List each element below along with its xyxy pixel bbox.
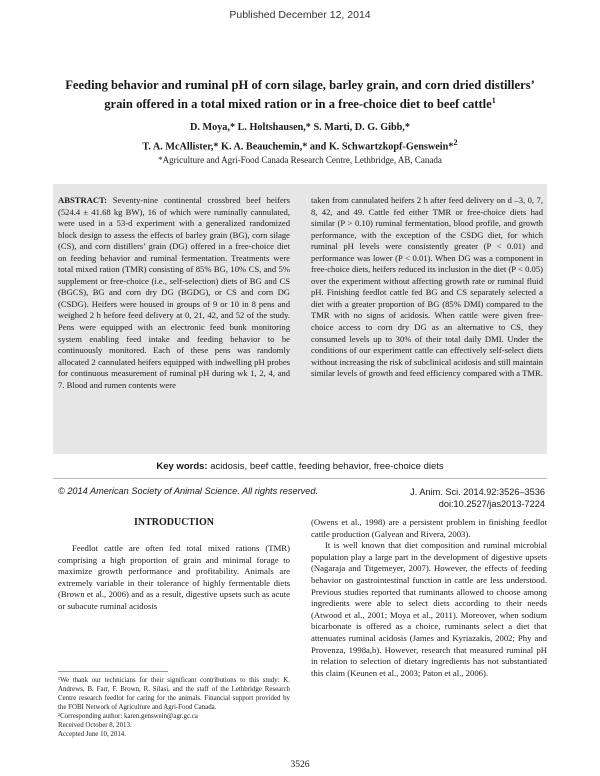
received-date: Received October 8, 2013.	[58, 722, 132, 729]
authors-line-1: D. Moya,* L. Holtshausen,* S. Marti, D. G. Gibb,*	[190, 122, 410, 133]
journal-reference	[410, 486, 545, 510]
copyright: © 2014 American Society of Animal Science. All rights reserved.	[58, 486, 319, 496]
introduction-left-column	[58, 543, 290, 613]
abstract-label: ABSTRACT:	[58, 195, 108, 205]
intro-paragraph-1-cont: (Owens et al., 1998) are a persistent problem in finishing feedlot cattle production (Galyean and Rivera, 2003).	[311, 517, 547, 539]
title-footnote-mark: 1	[491, 96, 496, 105]
authors-line-2	[60, 135, 540, 154]
journal-citation: J. Anim. Sci. 2014.92:3526–3536	[410, 487, 545, 497]
keywords-text: acidosis, beef cattle, feeding behavior, free-choice diets	[207, 461, 444, 472]
intro-paragraph-1: Feedlot cattle are often fed total mixed rations (TMR) comprising a high proportion of grain and minimal forage to maximize growth performance and profitability. Animals are extremely variable in their tolerance of highly fermentable diets (Brown et al., 2006) and as a result, digestive upsets such as acute or subacute ruminal acidosis	[58, 543, 290, 611]
footnote-2: ²Corresponding author: karen.genswein@agr.gc.ca	[58, 713, 198, 720]
abstract-text-left: Seventy-nine continental crossbred beef heifers (524.4 ± 41.68 kg BW), 16 of which were ruminally cannulated, were used in a 53-d experiment with a generalized randomized block design to assess the effects of barley grain (BG), corn silage (CS), and corn distillers’ grain (DG) offered in a free-choice diet on feeding behavior and ruminal fermentation. Treatments were total mixed ration (TMR) consisting of 85% BG, 10% CS, and 5% supplement or free-choice (i.e., self-selection) diets of BG and CS (BGCS), BG and corn dry DG (BGDG), or CS and corn DG (CSDG). Heifers were housed in groups of 9 or 10 in 8 pens and weighed 2 h before feed delivery at 0, 21, 42, and 52 of the study. Pens were equipped with an electronic feed bunk monitoring system enabling feed intake and feeding behavior to be continuously monitored. Each of these pens was randomly allocated 2 cannulated heifers equipped with indwelling pH probes for continuous measurement of ruminal pH during wk 1, 2, 4, and 7. Blood and rumen contents were	[58, 195, 290, 390]
corresponding-mark: 2	[453, 137, 458, 147]
author-list	[60, 121, 540, 154]
page-number: 3526	[290, 760, 310, 770]
footnote-1: ¹We thank our technicians for their significant contributions to this study: K. Andrews, B. Farr, F. Brown, R. Silasi, and the staff of the Lethbridge Research Centre research feedlot for caring for the animals. Financial support provided by the FOBI Network of Agriculture and Agri-Food Canada.	[58, 677, 290, 711]
divider	[53, 478, 547, 479]
published-date: Published December 12, 2014	[229, 9, 371, 21]
introduction-heading: INTRODUCTION	[133, 517, 214, 528]
abstract-right-column: taken from cannulated heifers 2 h after feed delivery on d –3, 0, 7, 8, 42, and 49. Cattle fed either TMR or free-choice diets had similar (P > 0.10) ruminal fermentation, blood profile, and growth performance, with the exception of the CSDG diet, for which ruminal pH levels were consistently greater (P < 0.01) and performance was lower (P < 0.01). When DG was a component in free-choice diets, heifers reduced its inclusion in the diet (P < 0.05) over the experiment without affecting growth rate or ruminal fluid pH. Finishing feedlot cattle fed BG and CS separately selected a diet with a greater proportion of BG (85% DMI) compared to the TMR with no signs of acidosis. When cattle were given free-choice access to corn dry DG as an alternative to CS, they consumed levels up to 30% of their total daily DMI. Under the conditions of our experiment cattle can effectively self-select diets without increasing the risk of subclinical acidosis and still maintain similar levels of growth and feed efficiency compared with a TMR.	[311, 195, 543, 379]
intro-paragraph-2: It is well known that diet composition and ruminal microbial population play a large part in the development of digestive upsets (Nagaraja and Titgemeyer, 2007). However, the effects of feeding behavior on gastrointestinal function in cattle are less understood. Previous studies reported that ruminants allowed to choose among ingredients were able to select diets according to their needs (Atwood et al., 2001; Moya et al., 2011). Moreover, when sodium bicarbonate is offered as a choice, ruminants select a diet that attenuates ruminal acidosis (James and Kyriazakis, 2002; Phy and Provenza, 1998a,b). However, research that measured ruminal pH in relation to selection of dietary ingredients has not substantiated this claim (Keunen et al., 2003; Paton et al., 2006).	[311, 540, 547, 678]
accepted-date: Accepted June 10, 2014.	[58, 731, 126, 738]
footnote-divider	[58, 671, 168, 672]
affiliation: *Agriculture and Agri-Food Canada Research Centre, Lethbridge, AB, Canada	[158, 155, 442, 165]
footnotes	[58, 676, 290, 739]
paper-title	[60, 77, 540, 112]
title-text: Feeding behavior and ruminal pH of corn silage, barley grain, and corn dried distillers’ grain offered in a total mixed ration or in a free-choice diet to beef cattle	[65, 78, 535, 112]
doi-link[interactable]: doi:10.2527/jas2013-7224	[438, 499, 545, 509]
keywords	[53, 461, 547, 472]
introduction-right-column	[311, 517, 547, 679]
keywords-label: Key words:	[156, 461, 208, 472]
abstract-left-column	[58, 195, 290, 391]
authors-line-2-text: T. A. McAllister,* K. A. Beauchemin,* and K. Schwartzkopf-Genswein*	[142, 141, 454, 153]
